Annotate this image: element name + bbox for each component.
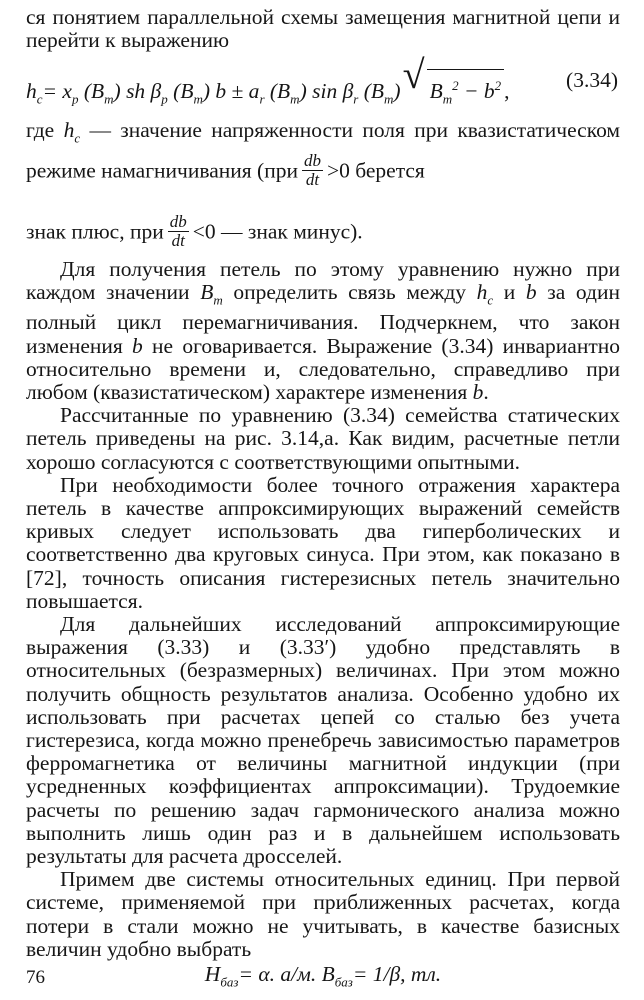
base-units-formula: $H_{баз}= \alpha$. а/м. $B_{баз}= 1/\beta$, тл.	[204, 962, 442, 990]
paragraph-4: Для дальнейших исследований аппроксимирующие выражения (3.33) и (3.33′) удобно представлять в относительных (безразмерных) величинах. При этом можно получить общность результатов анализа. Особенно удобно их использовать при расчетах цепей со сталью без учета гистерезиса, когда можно пренебречь зависимостью параметров ферромагнетика от величины магнитной индукции (при усредненных коэффициентах аппроксимации). Трудоемкие расчеты по решению задач гармонического анализа можно выполнить лишь один раз и в дальнейшем использовать результаты для расчета дросселей.	[26, 612, 620, 869]
definition-paragraph: где $h_c$ — значение напряженности поля при квазистатическом режиме намагничивания (при $\frac{db}{dt}$ >0 берется	[26, 118, 621, 189]
equation-body: $h_c= x_p$ $(B_m)$ sh $\beta_p$ $(B_m) b \pm a_r$ $(B_m)$ $\sin \beta_r$ $(B_m)$ √ $B_m^2 - b^2$ ,	[26, 69, 510, 111]
definition-paragraph-end: знак плюс, при $\frac{db}{dt}$ <0 — знак минус).	[26, 211, 363, 250]
equation-3-34	[26, 53, 620, 111]
paragraph-1: Для получения петель по этому уравнению нужно при каждом значении $B_m$ определить связь между $h_c$ и b за один полный цикл перемагничивания. Подчеркнем, что закон изменения b не оговаривается. Выражение (3.34) инвариантно относительно времени и, следовательно, справедливо при любом (квазистатическом) характере изменения b.	[26, 256, 621, 405]
equation-number: (3.34)	[566, 68, 618, 93]
page-number: 76	[26, 967, 45, 988]
paragraph-3: При необходимости более точного отражения характера петель в качестве аппроксимирующих выражений семейств кривых следует использовать два гиперболических и соответственно два круговых синуса. При этом, как показано в [72], точность описания гистерезисных петель значительно повышается.	[26, 472, 620, 613]
derivative-fraction-2: $\frac{db}{dt}$	[169, 211, 187, 250]
derivative-fraction: $\frac{db}{dt}$	[303, 150, 321, 189]
intro-text: ся понятием параллельной схемы замещения магнитной цепи и перейти к выражению	[26, 5, 620, 53]
intro-line	[26, 6, 620, 52]
paragraph-2: Рассчитанные по уравнению (3.34) семейства статических петель приведены на рис. 3.14,а. Как видим, расчетные петли хорошо согласуются с соответствующими опытными.	[26, 403, 620, 474]
paragraph-5: Примем две системы относительных единиц. При первой системе, применяемой при приближенных расчетах, когда потери в стали можно не учитывать, в качестве базисных величин удобно выбрать	[26, 867, 620, 961]
square-root: √ $B_m^2 - b^2$	[403, 69, 505, 111]
